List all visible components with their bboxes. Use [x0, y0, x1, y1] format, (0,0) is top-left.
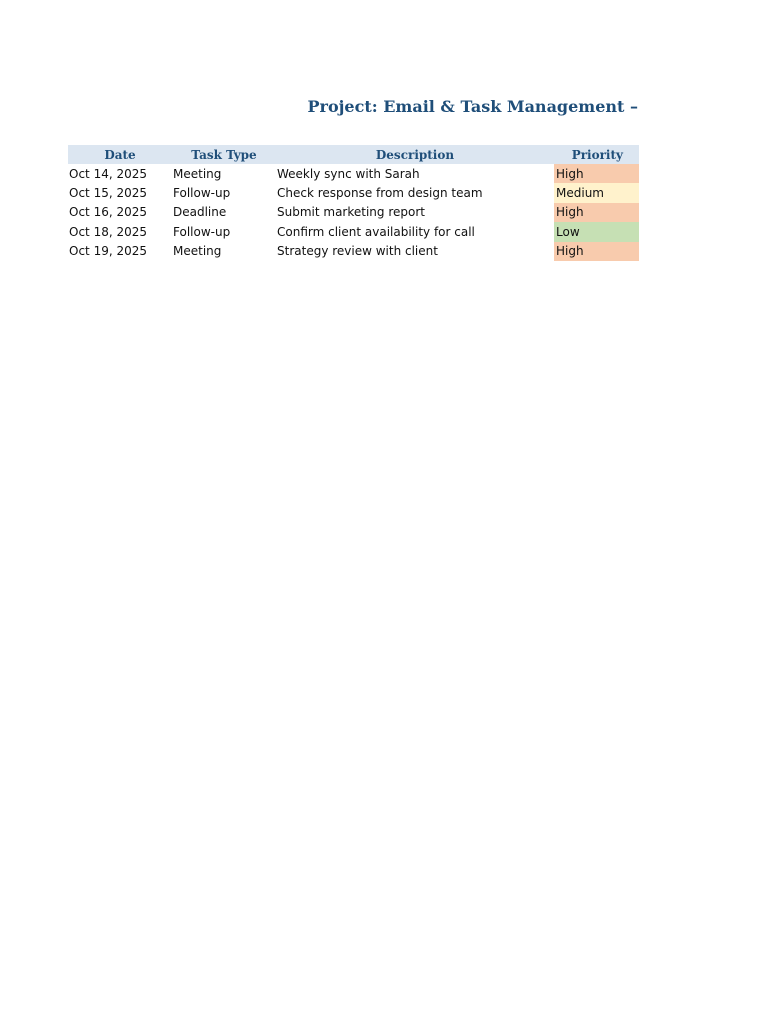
table-row — [68, 183, 639, 202]
cell-description: Strategy review with client — [277, 244, 438, 259]
column-header-task-type: Task Type — [172, 145, 276, 164]
cell-date: Oct 15, 2025 — [69, 186, 147, 201]
cell-date: Oct 14, 2025 — [69, 166, 147, 181]
cell-task-type: Meeting — [173, 166, 222, 181]
cell-date: Oct 18, 2025 — [69, 224, 147, 239]
column-header-date: Date — [68, 145, 172, 164]
cell-date: Oct 19, 2025 — [69, 244, 147, 259]
cell-priority: High — [554, 242, 639, 261]
table-header-row — [68, 145, 639, 164]
cell-priority: High — [554, 203, 639, 222]
cell-priority: Low — [554, 222, 639, 241]
cell-priority: High — [554, 164, 639, 183]
column-header-priority: Priority — [554, 145, 639, 164]
task-table — [68, 145, 639, 261]
cell-task-type: Deadline — [173, 205, 227, 220]
page-title: Project: Email & Task Management – — [307, 97, 638, 116]
cell-description: Weekly sync with Sarah — [277, 166, 420, 181]
cell-task-type: Meeting — [173, 244, 222, 259]
table-row — [68, 222, 639, 241]
cell-priority: Medium — [554, 183, 639, 202]
cell-date: Oct 16, 2025 — [69, 205, 147, 220]
table-row — [68, 242, 639, 261]
cell-description: Submit marketing report — [277, 205, 425, 220]
column-header-description: Description — [276, 145, 554, 164]
cell-task-type: Follow-up — [173, 186, 231, 201]
table-row — [68, 164, 639, 183]
cell-description: Confirm client availability for call — [277, 224, 475, 239]
cell-task-type: Follow-up — [173, 224, 231, 239]
cell-description: Check response from design team — [277, 186, 483, 201]
table-row — [68, 203, 639, 222]
